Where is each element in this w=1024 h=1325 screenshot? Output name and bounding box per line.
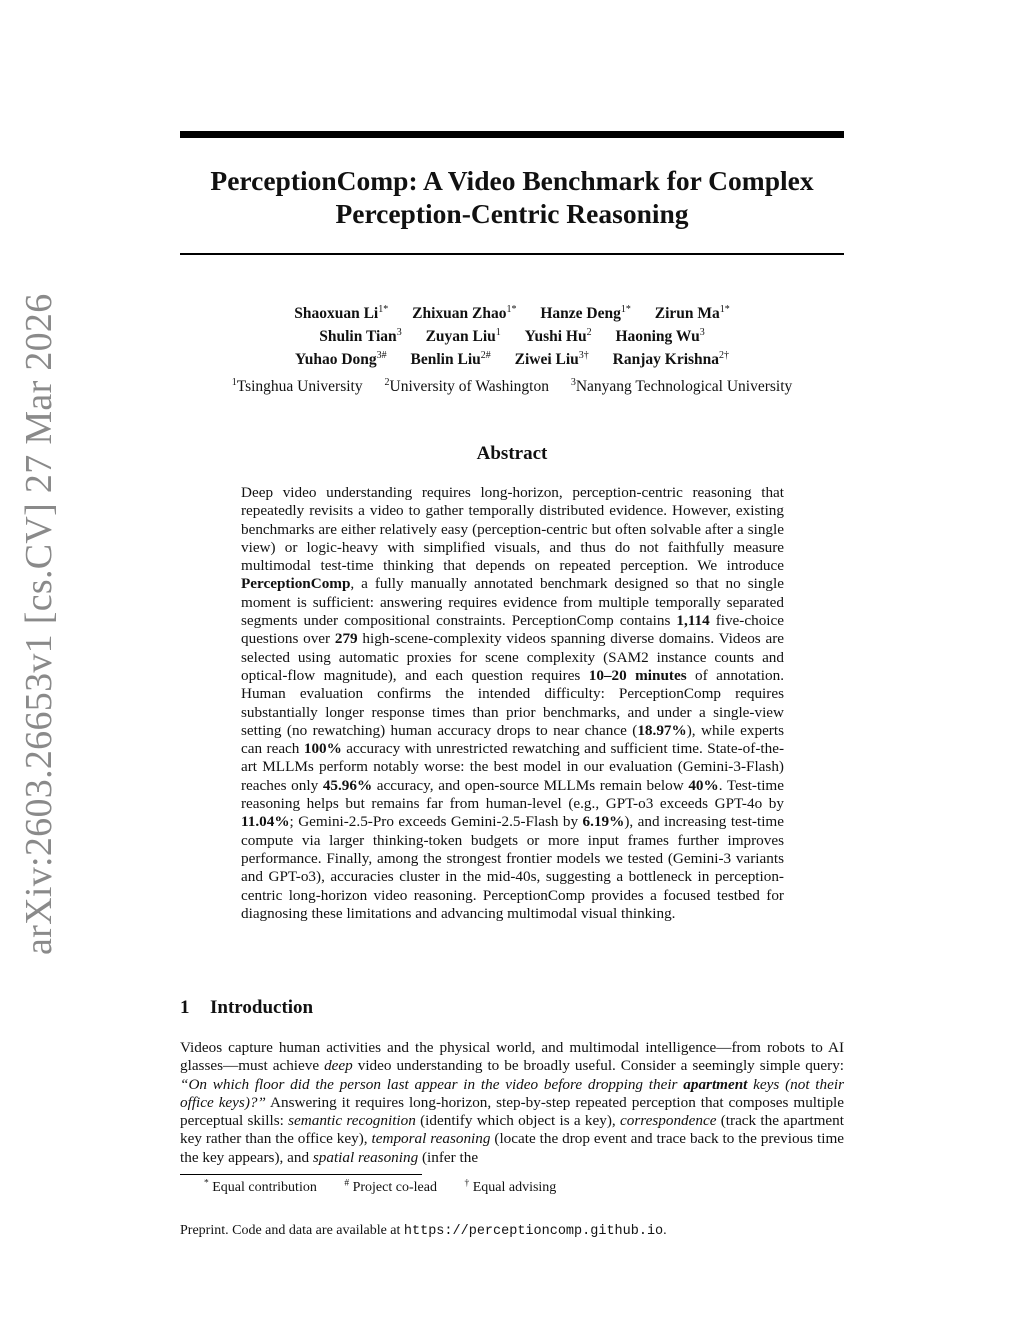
author: Benlin Liu$^{2\#}$ [410,350,491,369]
text-run: ), and increasing test-time compute via larger thinking-token budgets or more input frames further improves performance. Finally, among the strongest frontier models we tested (Gemini-3 variants and GPT-o3), accuracies cluster in the mid-40s, suggesting a bottleneck in perception-centric long-horizon video reasoning. PerceptionComp provides a focused testbed for diagnosing these limitations and advancing multimodal visual thinking. [241,813,784,922]
affiliation: $^1$Tsinghua University [231,377,363,396]
text-run: “On which floor did the person last appear in the video before dropping their [180,1075,684,1093]
text-run: , a fully manually annotated benchmark designed so that no single moment is sufficient: answering requires evidence from multiple temporally separated segments under compositional constraints. PerceptionComp contains [241,575,784,630]
text-run: ; Gemini-2.5-Pro exceeds Gemini-2.5-Flash by [289,813,583,831]
author: Yushi Hu$^2$ [524,327,592,346]
text-run: 10–20 minutes [588,666,687,684]
text-run: temporal reasoning [371,1130,491,1148]
text-run: . Test-time reasoning helps but remains far from human-level (e.g., GPT-o3 exceeds GPT-4o by [241,776,784,813]
abstract-heading: Abstract [476,443,548,464]
author: Shulin Tian$^3$ [319,327,402,346]
author: Zuyan Liu$^1$ [425,327,501,346]
author: Shaoxuan $Li^{1*}$ [294,304,389,323]
section-number: 1 [180,997,190,1018]
text-run: deep [324,1057,353,1075]
text-run: 40% [688,776,719,794]
text-run: semantic recognition [288,1112,416,1130]
title-top-rule [180,131,844,138]
footnotes [180,1178,844,1196]
text-run: of annotation. Human evaluation confirms the intended difficulty: PerceptionComp requires substantially longer response times than prior benchmarks, and under a single-view setting (no rewatching) human accuracy drops to near chance ( [241,666,784,739]
text-run: Deep video understanding requires long-horizon, perception-centric reasoning that repeatedly revisits a video to gather temporally distributed evidence. However, existing benchmarks are either relatively easy (perception-centric but often solvable after a single view) or logic-heavy with simplified visuals, and thus do not faithfully measure multimodal test-time thinking that depends on repeated perception. We introduce [241,484,784,575]
footnote-rule [180,1174,422,1175]
introduction-body [180,1039,844,1167]
author: Ziwei Liu$^{3\dagger}$ [514,350,589,369]
text-run: ), while experts can reach [241,721,784,758]
author: Hanze Deng$^{1*}$ [540,304,631,323]
text-run: (infer the [418,1148,479,1166]
text-run: 18.97% [637,721,687,739]
author-row [180,300,844,323]
section-heading-introduction [180,997,844,1019]
title-line-1: PerceptionComp: A Video Benchmark for Complex [210,165,814,196]
preprint-note: Preprint. Code and data are available at https://perceptioncomp.github.io. [180,1223,667,1239]
text-run: video understanding to be broadly useful. Consider a seemingly simple query: [352,1057,845,1075]
author: Haoning Wu$^3$ [615,327,705,346]
text-run: high-scene-complexity videos spanning diverse domains. Videos are selected using automatic proxies for scene complexity (SAM2 instance counts and optical-flow magnitude), and each question requires [241,630,784,684]
text-run: 1,114 [676,612,710,630]
text-run: 279 [334,630,358,648]
text-run: accuracy, and open-source MLLMs remain below [372,776,689,794]
text-run: accuracy with unrestricted rewatching and sufficient time. State-of-the-art MLLMs perform notably worse: the best model in our evaluation (Gemini-3-Flash) reaches only [241,740,785,794]
text-run: five-choice questions over [241,612,784,648]
text-run: 11.04% [241,813,290,831]
text-run: apartment [683,1075,748,1093]
author: Zirun $Ma^{1*}$ [654,304,730,323]
text-run: 6.19% [582,813,625,831]
text-run: spatial reasoning [312,1148,419,1166]
affiliation: $^3$Nanyang Technological University [570,377,793,396]
text-run: Videos capture human activities and the physical world, and multimodal intelligence—from robots to AI glasses—must achieve [180,1039,844,1075]
author-row [180,323,844,346]
text-run: 45.96% [322,776,373,794]
section-title: Introduction [210,997,314,1018]
footnote: # Project co-lead [344,1178,437,1195]
footnote: † Equal advising [464,1178,557,1195]
author: Zhixuan Zhao$^{1*}$ [412,304,517,323]
text-run: 100% [303,740,342,758]
affiliation-list [180,377,844,396]
text-run: (locate the drop event and trace back to the previous time the key appears), and [180,1130,844,1166]
title-line-2: Perception-Centric Reasoning [335,198,689,229]
author: Ranjay Krishna$^{2\dagger}$ [612,350,730,369]
text-run: Answering it requires long-horizon, step-by-step repeated perception that composes multiple perceptual skills: [180,1093,844,1130]
author-list [180,300,844,369]
footnote: * Equal contribution [204,1178,317,1195]
author: Yuhao Dong$^{3\#}$ [294,350,387,369]
affiliation: $^2$University of Washington [384,377,549,396]
title-bottom-rule [180,253,844,255]
arxiv-identifier-stamp: arXiv:2603.26653v1 [cs.CV] 27 Mar 2026 [18,293,60,955]
text-run: PerceptionComp [241,575,351,593]
project-url-link[interactable]: https://perceptioncomp.github.io [403,1224,664,1239]
author-row [180,346,844,369]
text-run: correspondence [620,1112,717,1130]
text-run: (identify which object is a key), [415,1112,621,1130]
text-run: keys (not their office keys)?” [180,1075,844,1111]
text-run: (track the apartment key rather than the office key), [180,1112,844,1148]
paper-title [180,164,844,230]
abstract-body [241,484,784,923]
